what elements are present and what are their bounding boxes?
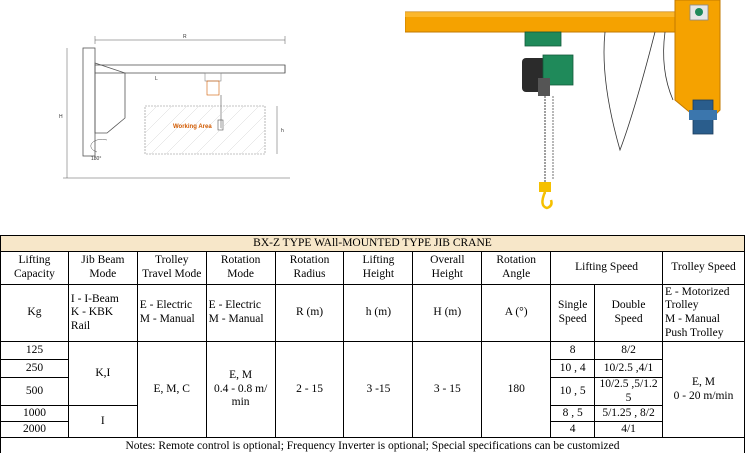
unit-jib-beam: I - I-Beam K - KBK Rail	[68, 285, 137, 342]
unit-trolley-travel: E - Electric M - Manual	[137, 285, 206, 342]
header-rotation-angle: Rotation Angle	[482, 252, 551, 285]
header-trolley-travel-mode: Trolley Travel Mode	[137, 252, 206, 285]
working-area-hatch	[145, 106, 265, 154]
header-overall-height: Overall Height	[413, 252, 482, 285]
working-area-label: Working Area	[173, 124, 212, 130]
unit-radius: R (m)	[275, 285, 344, 342]
header-trolley-speed: Trolley Speed	[663, 252, 745, 285]
unit-capacity: Kg	[1, 285, 69, 342]
double-speed-cell: 4/1	[595, 422, 663, 438]
table-notes: Notes: Remote control is optional; Frequency Inverter is optional; Special specifications can be customized	[1, 438, 745, 453]
single-speed-cell: 8 , 5	[551, 406, 595, 422]
rotation-angle-label: 180°	[91, 156, 102, 162]
header-rotation-radius: Rotation Radius	[275, 252, 344, 285]
dimension-h-total-label: H	[59, 114, 63, 120]
spec-table	[0, 235, 745, 453]
hook	[542, 192, 551, 208]
rotation-radius-cell: 2 - 15	[275, 342, 344, 438]
double-speed-cell: 10/2.5 ,5/1.2 5	[595, 378, 663, 406]
single-speed-cell: 4	[551, 422, 595, 438]
capacity-cell: 500	[1, 378, 69, 406]
header-lifting-capacity: Lifting Capacity	[1, 252, 69, 285]
dimension-l-label: L	[155, 76, 158, 82]
capacity-cell: 1000	[1, 406, 69, 422]
crane-trolley	[525, 32, 561, 46]
lifting-height-cell: 3 -15	[344, 342, 413, 438]
single-speed-cell: 10 , 4	[551, 360, 595, 378]
jib-beam-i-cell: I	[68, 406, 137, 438]
pendant-cable	[604, 32, 655, 150]
unit-overall-height: H (m)	[413, 285, 482, 342]
unit-rotation-mode: E - Electric M - Manual	[206, 285, 275, 342]
unit-single-speed: Single Speed	[551, 285, 595, 342]
unit-trolley-speed: E - Motorized Trolley M - Manual Push Trolley	[663, 285, 745, 342]
double-speed-cell: 5/1.25 , 8/2	[595, 406, 663, 422]
column-bracket	[95, 63, 125, 133]
trolley	[205, 73, 221, 81]
single-speed-cell: 10 , 5	[551, 378, 595, 406]
table-row	[1, 342, 745, 360]
overall-height-cell: 3 - 15	[413, 342, 482, 438]
capacity-cell: 125	[1, 342, 69, 360]
dimension-h-lift-label: h	[281, 128, 284, 134]
jib-arm	[95, 65, 285, 73]
jib-beam-ki-cell: K,I	[68, 342, 137, 406]
double-speed-cell: 8/2	[595, 342, 663, 360]
jib-crane-technical-drawing	[55, 28, 300, 188]
rotation-mode-cell: E, M 0.4 - 0.8 m/ min	[206, 342, 275, 438]
jib-crane-product-photo	[405, 0, 745, 215]
rotation-angle-cell: 180	[482, 342, 551, 438]
header-rotation-mode: Rotation Mode	[206, 252, 275, 285]
header-jib-beam-mode: Jib Beam Mode	[68, 252, 137, 285]
double-speed-cell: 10/2.5 ,4/1	[595, 360, 663, 378]
unit-lift-height: h (m)	[344, 285, 413, 342]
single-speed-cell: 8	[551, 342, 595, 360]
dimension-r-label: R	[183, 34, 187, 40]
trolley-speed-cell: E, M 0 - 20 m/min	[663, 342, 745, 438]
header-lifting-speed: Lifting Speed	[551, 252, 663, 285]
hook	[218, 120, 223, 130]
hoist	[207, 81, 219, 95]
capacity-cell: 250	[1, 360, 69, 378]
wall-outline	[83, 48, 95, 156]
hook-block	[539, 182, 551, 192]
header-lifting-height: Lifting Height	[344, 252, 413, 285]
unit-double-speed: Double Speed	[595, 285, 663, 342]
table-title: BX-Z TYPE WAll-MOUNTED TYPE JIB CRANE	[1, 236, 745, 252]
capacity-cell: 2000	[1, 422, 69, 438]
trolley-travel-cell: E, M, C	[137, 342, 206, 438]
unit-angle: A (°)	[482, 285, 551, 342]
